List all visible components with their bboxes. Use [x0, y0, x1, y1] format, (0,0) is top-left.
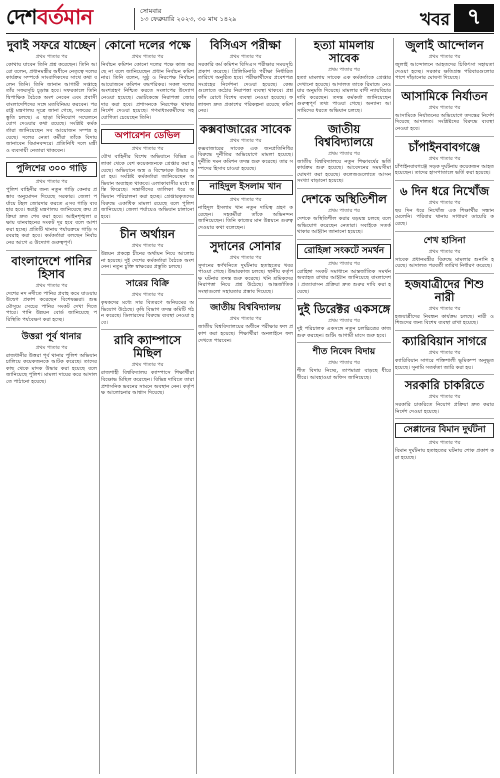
- story-continuation: প্রথম পাতার পর: [428, 199, 461, 206]
- dateline: [134, 8, 294, 30]
- story-body: দেশকে অস্থিতিশীল করার ষড়যন্ত্র চলছে বলে অভিযোগ করেছেন নেতারা। সবাইকে সতর্ক থাকার আহ্বান জানানো হয়েছে।: [297, 215, 391, 236]
- story-body: নাহিদুল ইসলাম খান নতুন দায়িত্ব গ্রহণ করেছেন। সহকর্মীরা তাঁকে অভিনন্দন জানিয়েছেন। তিনি কাজের মান উন্নয়নে গুরুত্ব দেওয়ার কথা বলেছেন।: [198, 205, 293, 231]
- news-story[interactable]: [198, 123, 293, 176]
- column-divider: [295, 38, 296, 774]
- story-headline[interactable]: জুলাই আন্দোলন: [405, 38, 484, 52]
- story-body: হজযাত্রীদের নিবন্ধন কার্যক্রম চলছে। নারী ও শিশুদের জন্য বিশেষ ব্যবস্থা রাখা হয়েছে।: [395, 313, 494, 327]
- story-headline[interactable]: সেপ্পানের বিমান দুর্ঘটনা: [395, 423, 494, 438]
- story-headline[interactable]: সারের বিক্রি: [126, 279, 169, 290]
- story-continuation: প্রথম পাতার পর: [428, 155, 461, 162]
- section-tag: খবর: [420, 10, 450, 30]
- story-headline[interactable]: বিসিএস পরীক্ষা: [209, 38, 281, 52]
- column-1: [6, 38, 97, 774]
- column-5: [395, 38, 494, 774]
- story-body: কৃষকদের মধ্যে সার বিতরণে অনিয়মের অভিযোগ উঠেছে। কৃষি বিভাগ তদন্ত কমিটি গঠন করেছে। ডিলারদের বিরুদ্ধে ব্যবস্থা নেওয়া হবে।: [101, 300, 194, 326]
- story-continuation: প্রথম পাতার পর: [328, 360, 360, 367]
- story-body: রোহিঙ্গা সংকট সমাধানে আন্তর্জাতিক সমর্থন অব্যাহত রাখার আহ্বান জানিয়েছে বাংলাদেশ। প্রত্যাবাসন প্রক্রিয়া দ্রুত শুরুর দাবি করা হয়েছে।: [297, 268, 391, 295]
- story-headline[interactable]: রাবি ক্যাম্পাসে মিছিল: [114, 333, 181, 361]
- news-story[interactable]: [395, 236, 494, 274]
- news-story[interactable]: [395, 278, 494, 331]
- story-body: উন্নয়ন প্রকল্পে চীনের অর্থায়ন নিয়ে আলোচনা হয়েছে। দুই দেশের কর্মকর্তারা বৈঠকে অংশ নেন। নতুন চুক্তি স্বাক্ষরের প্রস্তুতি চলছে।: [101, 251, 194, 271]
- story-body: জাতীয় বিশ্ববিদ্যালয়ে নতুন শিক্ষাবর্ষের ভর্তি কার্যক্রম শুরু হয়েছে। আবেদনের সময়সীমা ঘোষণা করা হয়েছে। কলেজগুলোতে আসন সংখ্যা বাড়ানো হয়েছে।: [297, 158, 391, 185]
- story-body: কোথায় যাবেন তিনি প্রশ্ন করেছেন। তিনি আরো বলেন, প্রধানমন্ত্রীর অধীনে নেতৃত্বে দলের কার্যক্রম সম্পর্কে সাংবাদিকদের সাথে কথা বলেন তিনি। তিনি জানান আগামী সপ্তাহে তাঁর সফরসূচি চূড়ান্ত হবে। সফরকালে তিনি দ্বিপাক্ষিক বৈঠকে অংশ নেবেন এবং প্রবাসী বাংলাদেশিদের সঙ্গে মতবিনিময় করবেন। পররাষ্ট্র মন্ত্রণালয় সূত্রে জানা গেছে, সফরের প্রস্তুতি চলছে। এ ছাড়া বিনিয়োগ সম্মেলনে যোগ দেওয়ার কথা রয়েছে। সংশ্লিষ্ট কর্মকর্তারা জানিয়েছেন সব আয়োজন সম্পন্ন হয়েছে। দলের নেতা কর্মীরা তাঁকে বিদায় জানাবেন বিমানবন্দরে। প্রতিনিধি দলে মন্ত্রী ও ব্যবসায়ী নেতারা থাকবেন।: [6, 62, 97, 154]
- newspaper-logo[interactable]: [6, 4, 93, 32]
- story-continuation: প্রথম পাতার পর: [428, 305, 461, 312]
- story-continuation: প্রথম পাতার পর: [229, 54, 262, 60]
- news-story[interactable]: [395, 90, 494, 137]
- story-headline[interactable]: উত্তরা পূর্ব থানার: [21, 331, 82, 342]
- story-body: দুই পরিচালক একসঙ্গে নতুন চলচ্চিত্রের কাজ শুরু করছেন। শুটিং আগামী মাসে শুরু হবে।: [297, 326, 391, 339]
- story-continuation: প্রথম পাতার পর: [131, 54, 164, 60]
- story-continuation: প্রথম পাতার পর: [328, 260, 360, 267]
- dateline-date: ১৩ ফেব্রুয়ারি ২০২৩, ৩০ মাঘ ১৪২৯: [140, 14, 237, 23]
- story-headline[interactable]: চাঁপাইনবাবগঞ্জে: [408, 139, 481, 154]
- story-continuation: প্রথম পাতার পর: [229, 137, 262, 144]
- story-headline[interactable]: কোনো দলের পক্ষে: [104, 38, 191, 52]
- story-headline[interactable]: হত্যা মামলায় সাবেক: [313, 38, 375, 65]
- masthead: [6, 4, 494, 34]
- story-continuation: প্রথম পাতার পর: [428, 248, 461, 255]
- news-story[interactable]: [198, 180, 293, 235]
- story-continuation: প্রথম পাতার পর: [131, 146, 164, 153]
- story-body: চাঁপাইনবাবগঞ্জে সড়ক দুর্ঘটনায় কয়েকজন আহত হয়েছেন। তাদের হাসপাতালে ভর্তি করা হয়েছে।: [395, 163, 494, 177]
- story-continuation: প্রথম পাতার পর: [328, 67, 360, 73]
- story-headline[interactable]: সরকারি চাকরিতে: [404, 378, 485, 393]
- news-story[interactable]: [395, 39, 494, 86]
- story-continuation: প্রথম পাতার পর: [428, 394, 461, 401]
- dateline-day: সোমবার: [140, 7, 162, 15]
- story-continuation: প্রথম পাতার পর: [131, 362, 164, 369]
- story-continuation: প্রথম পাতার পর: [328, 150, 360, 157]
- story-headline[interactable]: দুবাই সফরে যাচ্ছেন: [6, 38, 97, 52]
- news-story[interactable]: [6, 39, 97, 158]
- news-story[interactable]: [198, 240, 293, 300]
- story-body: রাজশাহী বিশ্ববিদ্যালয় ক্যাম্পাসে শিক্ষার্থীরা বিক্ষোভ মিছিল করেছেন। বিভিন্ন দাবিতে তারা প্রশাসনিক ভবনের সামনে অবস্থান নেন। কর্তৃপক্ষ আলোচনার আশ্বাস দিয়েছে।: [101, 370, 194, 397]
- news-story[interactable]: [198, 39, 293, 119]
- story-body: রাজধানীর উত্তরা পূর্ব থানার পুলিশ অভিযান চালিয়ে কয়েকজনকে আটক করেছে। তাদের কাছ থেকে মাদক উদ্ধার করা হয়েছে বলে জানিয়েছে পুলিশ। মামলা দায়ের করে আদালতে পাঠানো হয়েছে।: [6, 352, 97, 385]
- news-story[interactable]: [395, 141, 494, 181]
- story-headline[interactable]: বাংলাদেশে পানির হিসাব: [11, 253, 92, 281]
- story-continuation: প্রথম পাতার পর: [328, 318, 360, 325]
- story-continuation: প্রথম পাতার পর: [35, 282, 68, 289]
- column-4: [297, 38, 391, 774]
- story-headline[interactable]: আসামিকে নির্যাতন: [401, 88, 488, 103]
- news-story[interactable]: [101, 39, 194, 125]
- news-story[interactable]: [297, 123, 391, 189]
- logo-part-1: দেশ: [6, 3, 37, 29]
- story-body: দেশের নদ নদীতে পানির প্রবাহ কমে যাওয়ায় উদ্বেগ প্রকাশ করেছেন বিশেষজ্ঞরা। শুষ্ক মৌসুমে সেচের পানির সংকট দেখা দিতে পারে। পানি উন্নয়ন বোর্ড জানিয়েছে পরিস্থিতি পর্যবেক্ষণ করা হচ্ছে।: [6, 290, 97, 324]
- news-story[interactable]: [395, 185, 494, 232]
- story-headline[interactable]: শেখ হাসিনা: [423, 235, 466, 246]
- story-body: সুদানের স্বর্ণখনিতে দুর্ঘটনায় হতাহতের খবর পাওয়া গেছে। উদ্ধারকাজ চলছে। স্থানীয় কর্তৃপক্ষ ঘটনার তদন্ত শুরু করেছে। খনি শ্রমিকদের নিরাপত্তা নিয়ে প্রশ্ন উঠেছে। আন্তর্জাতিক সংস্থাগুলো সহায়তার প্রস্তাব দিয়েছে।: [198, 262, 293, 295]
- news-story[interactable]: [297, 347, 391, 384]
- story-body: শীত বিদায় নিচ্ছে, তাপমাত্রা বাড়ছে ধীরে ধীরে। আবহাওয়া অফিস জানিয়েছে।: [297, 368, 391, 381]
- news-story[interactable]: [297, 244, 391, 299]
- story-continuation: প্রথম পাতার পর: [428, 54, 461, 60]
- story-body: সাবেক প্রধানমন্ত্রীর বিরুদ্ধে মামলার শুনানি হয়েছে। আদালত পরবর্তী তারিখ নির্ধারণ করেছে।: [395, 256, 494, 270]
- story-continuation: প্রথম পাতার পর: [131, 243, 164, 250]
- news-story[interactable]: [395, 423, 494, 464]
- story-body: সরকারি চাকরিতে নিয়োগ প্রক্রিয়া দ্রুত করার নির্দেশ দেওয়া হয়েছে।: [395, 402, 494, 415]
- news-story[interactable]: [101, 334, 194, 399]
- news-story[interactable]: [198, 303, 293, 347]
- news-story[interactable]: [101, 279, 194, 330]
- story-body: যৌথ বাহিনীর বিশেষ অভিযানে বিভিন্ন এলাকা থেকে বেশ কয়েকজনকে গ্রেপ্তার করা হয়েছে। অভিযানে অস্ত্র ও বিস্ফোরক উদ্ধার করা হয়। সংশ্লিষ্ট কর্মকর্তারা জানিয়েছেন অভিযান অব্যাহত থাকবে। এলাকাবাসীর মধ্যে স্বস্তি ফিরেছে। সন্ত্রাসীদের তালিকা ধরে অভিযান পরিচালনা করা হচ্ছে। গ্রেপ্তারকৃতদের বিরুদ্ধে একাধিক মামলা রয়েছে বলে পুলিশ জানিয়েছে। জেলা পর্যায়েও অভিযান চালানো হবে।: [101, 154, 194, 220]
- news-story[interactable]: [6, 255, 97, 328]
- story-continuation: প্রথম পাতার পর: [35, 344, 68, 351]
- story-body: বিমান দুর্ঘটনায় হতাহতের ঘটনায় শোক প্রকাশ করা হয়েছে।: [395, 448, 494, 461]
- story-headline[interactable]: দুই ডিরেক্টর একসঙ্গে: [297, 302, 391, 317]
- story-continuation: প্রথম পাতার পর: [35, 179, 68, 186]
- column-3: [198, 38, 293, 774]
- news-story[interactable]: [297, 39, 391, 119]
- story-body: ছয় দিন ধরে নিখোঁজ এক শিক্ষার্থীর সন্ধান মেলেনি। পরিবার থানায় সাধারণ ডায়েরি করেছে।: [395, 207, 494, 227]
- story-body: সরকারি কর্ম কমিশন বিসিএস পরীক্ষার সময়সূচি প্রকাশ করেছে। প্রিলিমিনারি পরীক্ষা নির্ধারিত তারিখে অনুষ্ঠিত হবে। পরীক্ষার্থীদের প্রবেশপত্র সংগ্রহের নির্দেশনা দেওয়া হয়েছে। কেন্দ্রগুলোতে কঠোর নিরাপত্তা ব্যবস্থা থাকবে। প্রশ্নফাঁস রোধে বিশেষ ব্যবস্থা নেওয়া হয়েছে। ফলাফল দ্রুত প্রকাশের পরিকল্পনা রয়েছে কমিশনের।: [198, 62, 293, 115]
- story-headline[interactable]: কক্সবাজারের সাবেক: [199, 121, 292, 136]
- news-story[interactable]: [6, 162, 97, 250]
- story-body: আসামিকে নির্যাতনের অভিযোগে তদন্তের নির্দেশ দিয়েছে আদালত। সংশ্লিষ্টদের বিরুদ্ধে ব্যবস্থা নেওয়া হবে।: [395, 112, 494, 132]
- story-continuation: প্রথম পাতার পর: [428, 440, 461, 447]
- news-story[interactable]: [297, 193, 391, 240]
- news-story[interactable]: [395, 335, 494, 375]
- story-headline[interactable]: জাতীয় বিশ্ববিদ্যালয়ে: [314, 121, 374, 149]
- story-continuation: প্রথম পাতার পর: [428, 104, 461, 111]
- column-divider: [196, 38, 197, 774]
- logo-part-2: বর্তমান: [36, 3, 93, 29]
- story-headline[interactable]: সুদানের সোনার: [210, 238, 281, 253]
- story-continuation: প্রথম পাতার পর: [428, 349, 461, 356]
- story-body: নির্বাচন কমিশন কোনো দলের পক্ষে কাজ করছে না বলে জানিয়েছেন প্রধান নির্বাচন কমিশনার। তিনি বলেন, সুষ্ঠু ও নিরপেক্ষ নির্বাচন আয়োজনে কমিশন বদ্ধপরিকর। সকল দলের অংশগ্রহণ নিশ্চিত করতে সংলাপের উদ্যোগ নেওয়া হয়েছে। ভোটকেন্দ্রে নিরাপত্তা জোরদার করা হবে। প্রশাসনকে নিরপেক্ষ থাকার নির্দেশ দেওয়া হয়েছে। গণমাধ্যমকর্মীদের সহযোগিতা চেয়েছেন তিনি।: [101, 62, 194, 121]
- story-headline[interactable]: ক্যারিবিয়ান সাগরে: [402, 333, 487, 348]
- column-divider: [99, 38, 100, 774]
- story-headline[interactable]: রোহিঙ্গা সংকটে সমর্থন: [297, 244, 391, 259]
- story-continuation: প্রথম পাতার পর: [229, 254, 262, 261]
- column-divider: [393, 38, 394, 774]
- story-continuation: প্রথম পাতার পর: [328, 207, 360, 214]
- story-headline[interactable]: জাতীয় বিশ্ববিদ্যালয়: [210, 303, 281, 314]
- story-continuation: প্রথম পাতার পর: [131, 292, 164, 299]
- story-headline[interactable]: ৬ দিন ধরে নিখোঁজ: [399, 183, 490, 198]
- story-continuation: প্রথম পাতার পর: [35, 54, 68, 60]
- story-headline[interactable]: দেশকে অস্থিতিশীল: [301, 191, 387, 206]
- story-body: ক্যারিবিয়ান সাগরে শক্তিশালী ভূমিকম্প অনুভূত হয়েছে। সুনামি সতর্কতা জারি করা হয়।: [395, 357, 494, 371]
- story-headline[interactable]: পুলিশের ৩০০ গাড়ি: [6, 162, 97, 177]
- column-2: [101, 38, 194, 774]
- story-body: হত্যা মামলায় সাবেক এক কর্মকর্তাকে গ্রেপ্তার দেখানো হয়েছে। আদালত তাকে রিমান্ডে নেওয়ার অনুমতি দিয়েছে। মামলার বাদী ন্যায়বিচার দাবি করেছেন। তদন্ত কর্মকর্তা জানিয়েছেন গুরুত্বপূর্ণ তথ্য পাওয়া গেছে। অন্যান্য আসামিদের ধরতে অভিযান চলছে।: [297, 75, 391, 114]
- story-headline[interactable]: শীত নিবেদ বিদায়: [312, 347, 376, 358]
- news-story[interactable]: [297, 303, 391, 343]
- story-body: জুলাই আন্দোলনে আহতদের চিকিৎসা সহায়তা দেওয়া হচ্ছে। সরকার ক্ষতিগ্রস্ত পরিবারগুলোর পাশে দাঁড়ানোর ঘোষণা দিয়েছে।: [395, 62, 494, 82]
- news-story[interactable]: [395, 379, 494, 419]
- story-body: পুলিশ বাহিনীর জন্য নতুন গাড়ি কেনার প্রস্তাব অনুমোদন দিয়েছে সরকার। জেলা পর্যায়ে টহল জোরদার করতে এসব গাড়ি ব্যবহার হবে। স্বরাষ্ট্র মন্ত্রণালয় জানিয়েছে ক্রয় প্রক্রিয়া দ্রুত শেষ করা হবে। আইনশৃঙ্খলা রক্ষায় যানবাহনের সংকট দূর হবে বলে আশা করা হচ্ছে। প্রতিটি থানায় পর্যায়ক্রমে গাড়ি সরবরাহ করা হবে। কর্মকর্তারা বলছেন নির্বাচনের আগে এ উদ্যোগ গুরুত্বপূর্ণ।: [6, 187, 97, 247]
- page-number: ৭: [454, 4, 494, 32]
- story-headline[interactable]: অপারেশন ডেভিল: [101, 129, 194, 144]
- news-story[interactable]: [6, 332, 97, 389]
- news-story[interactable]: [101, 129, 194, 224]
- story-headline[interactable]: হজযাত্রীদের শিশু নারী: [404, 276, 485, 304]
- story-headline[interactable]: চীন অর্থায়ন: [120, 227, 175, 242]
- story-continuation: প্রথম পাতার পর: [229, 197, 262, 204]
- story-body: কক্সবাজারের সাবেক এক জনপ্রতিনিধির বিরুদ্ধে দুর্নীতির অভিযোগে মামলা হয়েছে। দুর্নীতি দমন কমিশন তদন্ত শুরু করেছে। তার সম্পদের হিসাব চাওয়া হয়েছে।: [198, 145, 293, 172]
- news-story[interactable]: [101, 228, 194, 275]
- story-headline[interactable]: নাহিদুল ইসলাম খান: [198, 180, 293, 195]
- story-body: জাতীয় বিশ্ববিদ্যালয়ের অধীনে পরীক্ষার ফল প্রকাশ করা হয়েছে। শিক্ষার্থীরা অনলাইনে ফল দেখতে পারবেন।: [198, 324, 293, 344]
- story-continuation: প্রথম পাতার পর: [229, 316, 262, 323]
